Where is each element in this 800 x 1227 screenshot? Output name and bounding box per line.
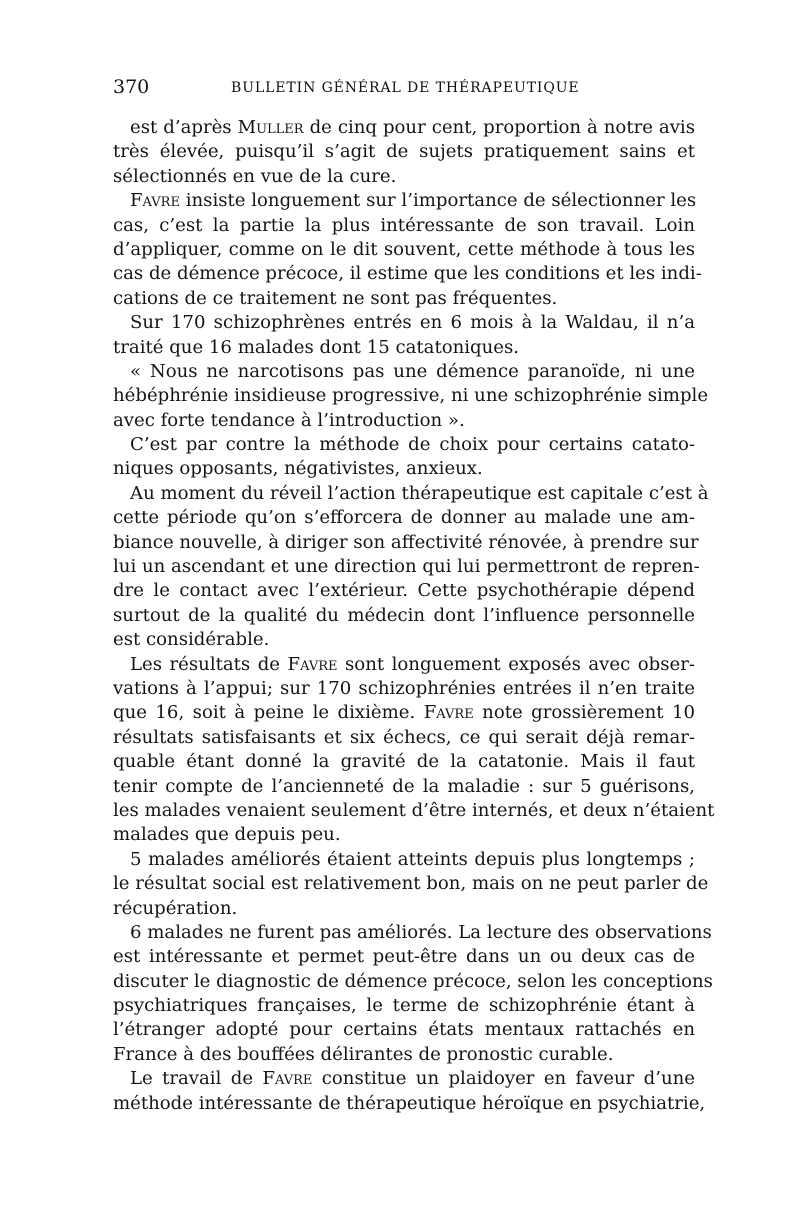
text-segment: discuter le diagnostic de démence précoce, selon les conceptions: [113, 970, 713, 992]
text-segment: 5 malades améliorés étaient atteints depuis plus longtemps ;: [130, 848, 695, 870]
text-segment: cas de démence précoce, il estime que les conditions et les indi-: [113, 263, 702, 285]
text-line: [113, 360, 695, 384]
text-line: [113, 1067, 695, 1091]
text-segment: vations à l’appui; sur 170 schizophrénies entrées il n’en traite: [113, 677, 695, 699]
text-line: [113, 506, 695, 530]
text-line: [113, 384, 709, 408]
text-segment: le résultat social est relativement bon, mais on ne peut parler de: [113, 873, 709, 895]
text-line: [113, 214, 695, 238]
author-name: Muller: [237, 117, 304, 138]
text-line: [113, 750, 695, 774]
body-text: [113, 116, 715, 1116]
text-segment: Les résultats de: [130, 653, 288, 675]
paragraph: [113, 1067, 706, 1116]
text-segment: est intéressante et permet peut-être dans un ou deux cas de: [113, 946, 695, 968]
text-line: [113, 555, 700, 579]
text-segment: quable étant donné la gravité de la catatonie. Mais il faut: [113, 751, 695, 773]
text-line: [113, 457, 695, 481]
text-segment: de cinq pour cent, proportion à notre avis: [303, 117, 695, 138]
text-line: [113, 238, 695, 262]
text-segment: résultats satisfaisants et six échecs, ce qui serait déjà remar-: [113, 726, 695, 748]
text-line: [113, 726, 695, 750]
paragraph: [113, 360, 709, 433]
text-segment: niques opposants, négativistes, anxieux.: [113, 458, 483, 480]
text-segment: tenir compte de l’ancienneté de la maladie : sur 5 guérisons,: [113, 775, 695, 797]
text-segment: sélectionnés en vue de la cure.: [113, 165, 397, 187]
text-segment: biance nouvelle, à diriger son affectivité rénovée, à prendre sur: [113, 531, 699, 553]
text-line: [113, 945, 695, 969]
text-segment: récupération.: [113, 897, 238, 919]
text-line: [113, 482, 709, 506]
paragraph: [113, 116, 695, 189]
text-segment: l’étranger adopté pour certains états mentaux rattachés en: [113, 1019, 695, 1041]
text-line: [113, 897, 695, 921]
text-line: [113, 1043, 695, 1067]
text-segment: Le travail de: [130, 1068, 263, 1090]
text-line: [113, 823, 695, 847]
text-segment: sont longuement exposés avec obser-: [337, 653, 695, 675]
text-line: [113, 775, 695, 799]
text-segment: que 16, soit à peine le dixième.: [113, 702, 424, 724]
text-line: [113, 799, 715, 823]
text-segment: avec forte tendance à l’introduction ».: [113, 409, 465, 431]
text-segment: psychiatriques françaises, le terme de schizophrénie étant à: [113, 995, 695, 1017]
text-segment: Sur 170 schizophrènes entrés en 6 mois à la Waldau, il n’a: [130, 312, 695, 334]
text-segment: France à des bouffées délirantes de pronostic curable.: [113, 1043, 614, 1065]
text-line: [113, 970, 713, 994]
text-line: [113, 579, 695, 603]
text-line: [113, 531, 699, 555]
author-name: Favre: [262, 1068, 313, 1090]
text-segment: très élevée, puisqu’il s’agit de sujets pratiquement sains et: [113, 141, 695, 163]
page-header: [113, 76, 695, 100]
text-segment: surtout de la qualité du médecin dont l’influence personnelle: [113, 604, 695, 626]
paragraph: [113, 482, 709, 653]
paragraph: [113, 433, 695, 482]
paragraph: [113, 653, 715, 848]
text-segment: note grossièrement 10: [473, 702, 696, 724]
text-line: [113, 872, 709, 896]
text-segment: dre le contact avec l’extérieur. Cette psychothérapie dépend: [113, 580, 695, 602]
author-name: Favre: [130, 190, 180, 212]
text-segment: est d’après: [130, 117, 238, 138]
text-line: [113, 262, 702, 286]
text-segment: traité que 16 malades dont 15 catatoniques.: [113, 336, 520, 358]
text-segment: cette période qu’on s’efforcera de donner au malade une am-: [113, 507, 695, 529]
text-line: [113, 311, 695, 335]
text-line: [113, 409, 695, 433]
text-segment: cations de ce traitement ne sont pas fréquentes.: [113, 287, 558, 309]
text-segment: « Nous ne narcotisons pas une démence paranoïde, ni une: [130, 360, 695, 382]
text-segment: C’est par contre la méthode de choix pour certains catato-: [130, 434, 695, 456]
text-line: [113, 921, 712, 945]
author-name: Favre: [287, 653, 338, 675]
paragraph: [113, 921, 713, 1067]
running-title: BULLETIN GÉNÉRAL DE THÉRAPEUTIQUE: [231, 80, 580, 96]
text-line: [113, 1092, 706, 1116]
text-segment: insiste longuement sur l’importance de sélectionner les: [179, 190, 697, 212]
text-segment: 6 malades ne furent pas améliorés. La lecture des observations: [130, 921, 712, 943]
text-line: [113, 287, 695, 311]
page-number: 370: [113, 76, 150, 98]
text-segment: les malades venaient seulement d’être internés, et deux n’étaient: [113, 799, 715, 821]
text-line: [113, 116, 695, 140]
text-line: [113, 140, 695, 164]
text-line: [113, 336, 695, 360]
text-segment: hébéphrénie insidieuse progressive, ni une schizophrénie simple: [113, 385, 709, 407]
text-segment: constitue un plaidoyer en faveur d’une: [312, 1068, 695, 1090]
text-segment: malades que depuis peu.: [113, 824, 341, 846]
text-segment: méthode intéressante de thérapeutique héroïque en psychiatrie,: [113, 1092, 706, 1114]
text-line: [113, 189, 695, 213]
text-segment: lui un ascendant et une direction qui lui permettront de repren-: [113, 556, 700, 578]
text-line: [113, 848, 695, 872]
text-segment: Au moment du réveil l’action thérapeutique est capitale c’est à: [130, 482, 709, 504]
text-segment: est considérable.: [113, 629, 270, 651]
author-name: Favre: [423, 702, 474, 724]
text-line: [113, 701, 695, 725]
text-line: [113, 994, 695, 1018]
paragraph: [113, 311, 695, 360]
text-line: [113, 653, 695, 677]
text-line: [113, 165, 695, 189]
paragraph: [113, 848, 709, 921]
text-line: [113, 1018, 695, 1042]
text-line: [113, 628, 695, 652]
paragraph: [113, 189, 702, 311]
text-segment: d’appliquer, comme on le dit souvent, cette méthode à tous les: [113, 238, 695, 260]
text-line: [113, 433, 695, 457]
text-line: [113, 677, 695, 701]
text-line: [113, 604, 695, 628]
text-segment: cas, c’est la partie la plus intéressante de son travail. Loin: [113, 214, 695, 236]
